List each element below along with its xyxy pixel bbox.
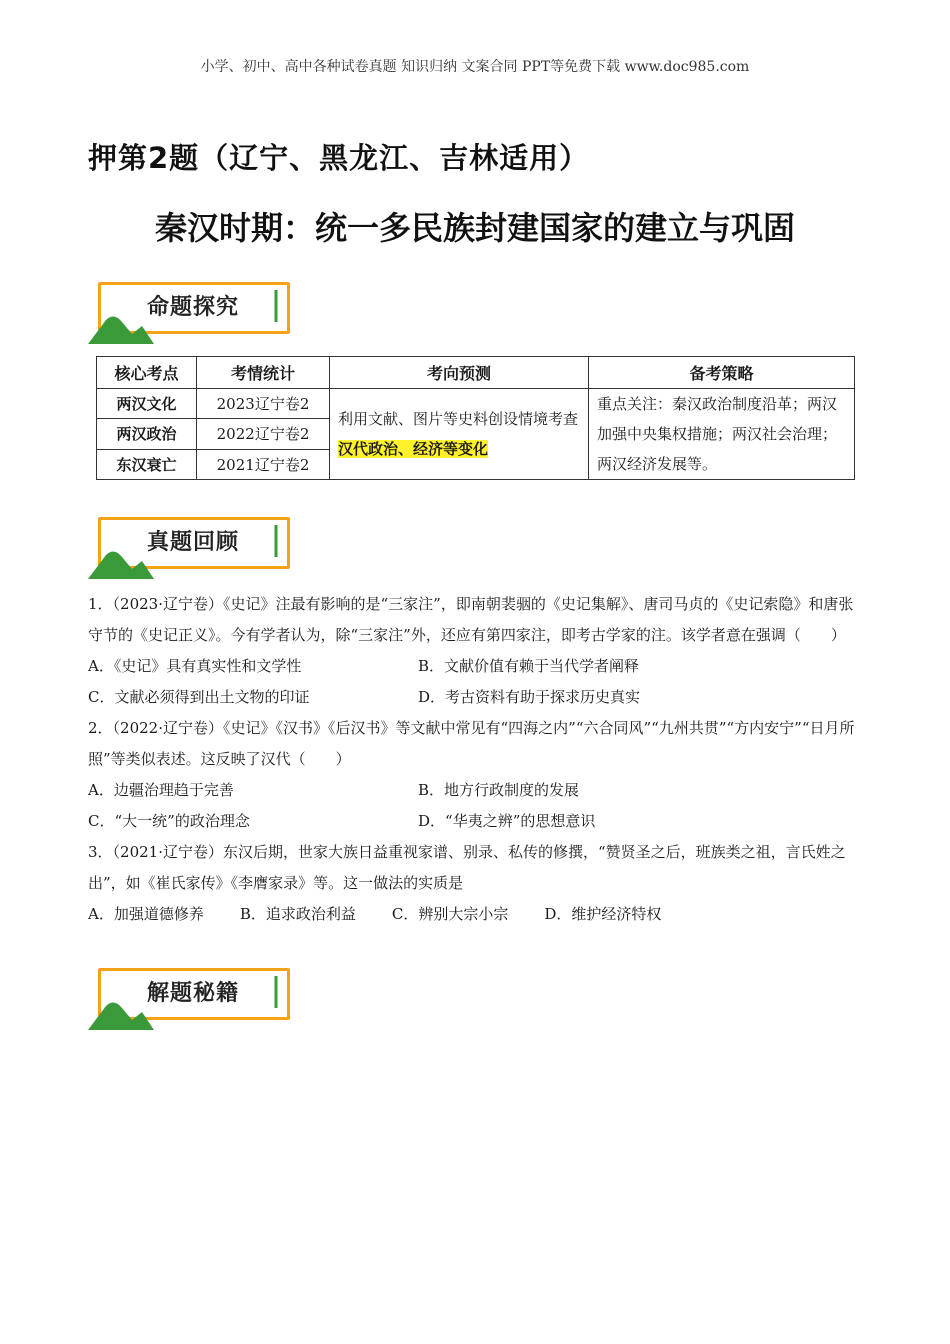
option: A．《史记》具有真实性和文学性: [88, 657, 302, 675]
question-list: [88, 589, 864, 930]
table-cell: 2023辽宁卷2: [197, 389, 330, 419]
option-row: [88, 899, 864, 930]
option-row: [88, 682, 864, 713]
strategy-cell: 重点关注：秦汉政治制度沿革；两汉加强中央集权措施；两汉社会治理；两汉经济发展等。: [589, 389, 855, 480]
prediction-text: 利用文献、图片等史料创设情境考查: [338, 410, 579, 428]
section-badge-proposition: [88, 276, 298, 348]
option-row: [88, 775, 864, 806]
prediction-highlight: 汉代政治、经济等变化: [338, 440, 489, 458]
question-stem: 1．（2023·辽宁卷）《史记》注最有影响的是“三家注”，即南朝裴骃的《史记集解》、唐司马贞的《史记索隐》和唐张守节的《史记正义》。今有学者认为，除“三家注”外，还应有第四家注，即考古学家的注。该学者意在强调（ ）: [88, 595, 854, 644]
section-badge-review: [88, 511, 298, 583]
option-row: [88, 806, 864, 837]
table-header: 考向预测: [330, 357, 589, 389]
option: A．边疆治理趋于完善: [88, 781, 234, 799]
section-title: 真题回顾: [146, 530, 239, 555]
question-stem: 2．（2022·辽宁卷）《史记》《汉书》《后汉书》等文献中常见有“四海之内”“六合同风”“九州共贯”“方内安宁”“日月所照”等类似表述。这反映了汉代（ ）: [88, 719, 855, 768]
option: C．“大一统”的政治理念: [88, 812, 250, 830]
page-subtitle: 秦汉时期：统一多民族封建国家的建立与巩固: [154, 209, 795, 247]
option: D．“华夷之辨”的思想意识: [418, 812, 596, 830]
table-cell: 2022辽宁卷2: [197, 419, 330, 449]
table-header: 备考策略: [589, 357, 855, 389]
exam-info-table: [96, 356, 855, 480]
section-title: 命题探究: [146, 295, 239, 320]
question-stem: 3．（2021·辽宁卷）东汉后期，世家大族日益重视家谱、别录、私传的修撰，“赞贤圣之后，班族类之祖，言氏姓之出”，如《崔氏家传》《李膺家录》等。这一做法的实质是: [88, 843, 846, 892]
option: D．维护经济特权: [544, 905, 662, 923]
option: B．追求政治利益: [239, 905, 356, 923]
option: A．加强道德修养: [88, 905, 204, 923]
table-cell: 两汉文化: [97, 389, 197, 419]
option: D．考古资料有助于探求历史真实: [418, 688, 641, 706]
option: B．文献价值有赖于当代学者阐释: [418, 657, 640, 675]
table-cell: 两汉政治: [97, 419, 197, 449]
page-title: 押第2题（辽宁、黑龙江、吉林适用）: [88, 141, 590, 175]
table-header: 考情统计: [197, 357, 330, 389]
option-row: [88, 651, 864, 682]
option: C．辨别大宗小宗: [391, 905, 509, 923]
prediction-cell: [330, 389, 589, 480]
table-header: 核心考点: [97, 357, 197, 389]
section-title: 解题秘籍: [146, 981, 239, 1006]
option: C．文献必须得到出土文物的印证: [88, 688, 310, 706]
table-cell: 2021辽宁卷2: [197, 449, 330, 479]
table-cell: 东汉衰亡: [97, 449, 197, 479]
section-badge-tips: [88, 962, 298, 1034]
page-header: 小学、初中、高中各种试卷真题 知识归纳 文案合同 PPT等免费下载 www.doc985.com: [200, 59, 750, 75]
option: B．地方行政制度的发展: [418, 781, 580, 799]
